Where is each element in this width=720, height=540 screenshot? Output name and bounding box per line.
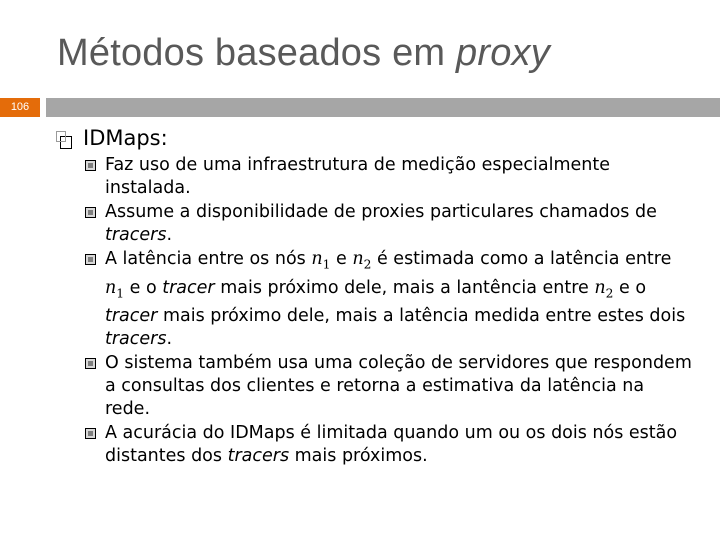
sub-bullet-text: é estimada como a latência entre xyxy=(371,249,672,269)
square-bullet-icon xyxy=(85,358,96,369)
sub-bullet-list xyxy=(57,154,692,468)
sub-bullet-text: . xyxy=(166,329,173,349)
square-bullet-icon xyxy=(85,428,96,439)
slide-title-text: Métodos baseados em xyxy=(57,32,457,74)
square-bullet-icon xyxy=(85,207,96,218)
italic-term: tracer xyxy=(105,306,158,326)
page-number: 106 xyxy=(0,98,40,117)
sub-bullet-5 xyxy=(57,422,692,468)
math-n2: $n_2$ xyxy=(352,249,372,272)
main-bullet-text: IDMaps: xyxy=(83,126,168,150)
sub-bullet-text: e o xyxy=(124,277,163,298)
header-bar xyxy=(0,98,720,117)
sub-bullet-text: A latência entre os nós xyxy=(105,249,312,269)
sub-bullet-text: mais próximo dele, mais a lantência entre xyxy=(214,277,595,298)
sub-bullet-text: mais próximo dele, mais a latência medida entre estes dois xyxy=(157,306,686,326)
square-bullet-icon xyxy=(60,136,72,149)
italic-term: tracers xyxy=(105,329,167,349)
italic-term: tracers xyxy=(227,446,290,466)
square-bullet-icon xyxy=(85,254,96,265)
sub-bullet-text: Assume a disponibilidade de proxies particulares chamados de xyxy=(105,202,657,222)
italic-term: tracer xyxy=(162,277,215,298)
math-n1: $n_1$ xyxy=(105,277,125,300)
math-n2: $n_2$ xyxy=(594,277,614,300)
slide-content xyxy=(57,124,692,469)
sub-bullet-3 xyxy=(57,248,692,351)
square-bullet-icon xyxy=(85,160,96,171)
sub-bullet-1 xyxy=(57,154,692,200)
math-n1: $n_1$ xyxy=(311,249,331,272)
sub-bullet-text: O sistema também usa uma coleção de servidores que respondem a consultas dos clientes e retorna a estimativa da latência na rede. xyxy=(105,353,692,419)
sub-bullet-text: Faz uso de uma infraestrutura de medição especialmente instalada. xyxy=(105,155,610,198)
sub-bullet-2 xyxy=(57,201,692,247)
sub-bullet-text: A acurácia do IDMaps é limitada quando um ou os dois nós estão distantes dos xyxy=(105,423,678,466)
bar-line xyxy=(46,98,720,117)
slide-title-italic: proxy xyxy=(456,32,550,74)
sub-bullet-text: e o xyxy=(613,277,647,298)
slide-title xyxy=(57,32,550,75)
sub-bullet-text: . xyxy=(166,225,173,245)
sub-bullet-text: e xyxy=(330,249,353,269)
italic-term: tracers xyxy=(105,225,167,245)
sub-bullet-4 xyxy=(57,352,692,421)
main-bullet xyxy=(57,124,692,152)
sub-bullet-text: mais próximos. xyxy=(289,446,428,466)
